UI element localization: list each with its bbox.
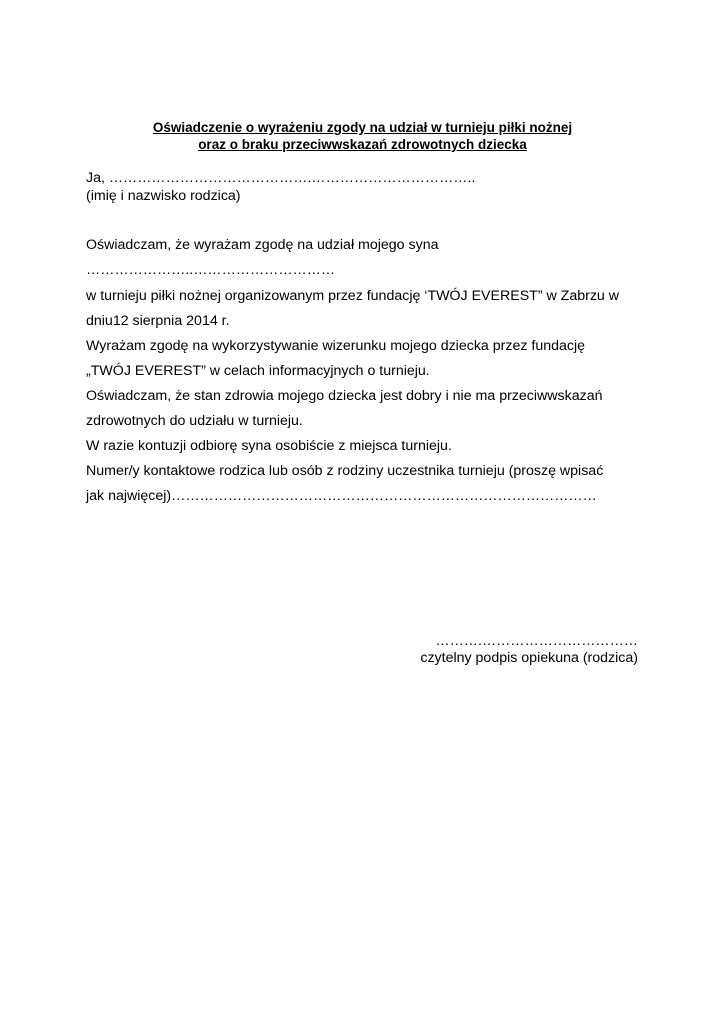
tournament-organizer-line: w turnieju piłki nożnej organizowanym przez fundację ‘TWÓJ EVEREST” w Zabrzu w [86, 288, 620, 304]
document-title-line-2: oraz o braku przeciwwskazań zdrowotnych dziecka [198, 137, 527, 152]
consent-statement-line: Oświadczam, że wyrażam zgodę na udział mojego syna [86, 237, 439, 253]
son-name-dotted-line: …………………..………………………… [86, 262, 336, 278]
health-statement-line: Oświadczam, że stan zdrowia mojego dziecka jest dobry i nie ma przeciwwskazań [86, 388, 603, 404]
signature-caption: czytelny podpis opiekuna (rodzica) [420, 650, 638, 666]
signature-dotted-line: ……….…………………………… [435, 633, 638, 649]
parent-name-line: Ja, …………………………………….…………………………….. [86, 170, 476, 186]
contact-numbers-dotted-line: jak najwięcej)……………………………………………………………………………… [86, 488, 597, 504]
tournament-date-line: dniu12 sierpnia 2014 r. [86, 313, 230, 329]
image-consent-line-2: „TWÓJ EVEREST” w celach informacyjnych o turnieju. [86, 363, 430, 379]
image-consent-line: Wyrażam zgodę na wykorzystywanie wizerunku mojego dziecka przez fundację [86, 338, 586, 354]
injury-pickup-line: W razie kontuzji odbiorę syna osobiście z miejsca turnieju. [86, 438, 452, 454]
parent-name-caption: (imię i nazwisko rodzica) [86, 188, 241, 204]
contact-numbers-line: Numer/y kontaktowe rodzica lub osób z rodziny uczestnika turnieju (proszę wpisać [86, 463, 604, 479]
document-title-line-1: Oświadczenie o wyrażeniu zgody na udział w turnieju piłki nożnej [152, 120, 573, 135]
health-statement-line-2: zdrowotnych do udziału w turnieju. [86, 413, 303, 429]
